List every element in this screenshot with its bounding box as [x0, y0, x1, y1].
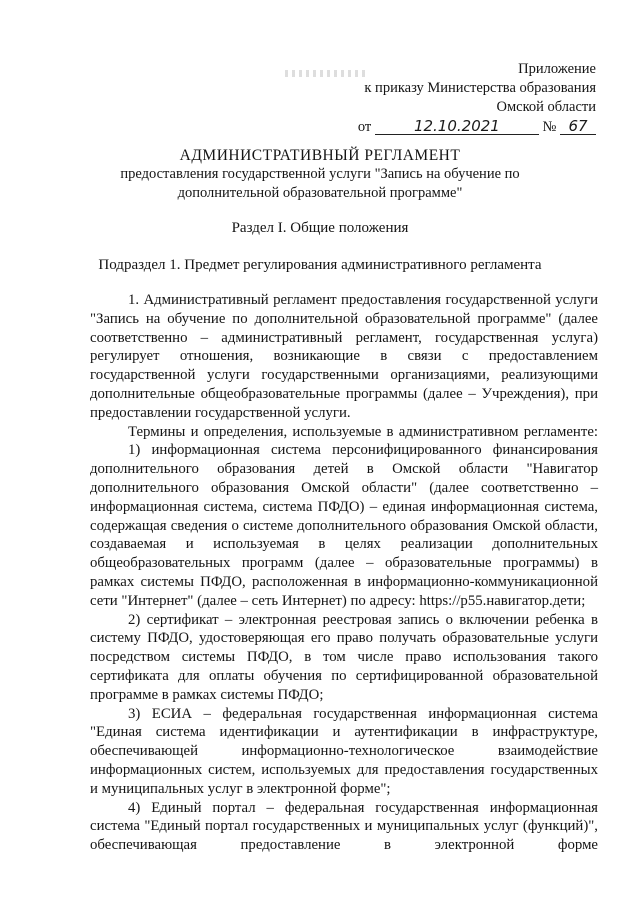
- paragraph-term-4: 4) Единый портал – федеральная государственная информационная система "Единый портал государственных и муниципальных услуг (функций)", обеспечивающая предоставление в электронной форме: [90, 799, 598, 854]
- document-subtitle-line-1: предоставления государственной услуги "Запись на обучение по: [120, 166, 520, 182]
- from-label: от: [357, 119, 372, 135]
- document-title: АДМИНИСТРАТИВНЫЙ РЕГЛАМЕНТ: [179, 147, 461, 164]
- document-body: [90, 291, 598, 855]
- paragraph-term-2: 2) сертификат – электронная реестровая запись о включении ребенка в систему ПФДО, удостоверяющая его право получать образовательные услуги посредством системы ПФДО, в том числе право использования такого сертификата для оплаты обучения по сертифицированной образовательной программе в рамках системы ПФДО;: [90, 611, 598, 703]
- appendix-label: Приложение: [518, 61, 596, 77]
- order-date: 12.10.2021: [375, 118, 539, 135]
- number-label: №: [542, 119, 557, 135]
- appendix-header: [358, 60, 596, 137]
- paragraph-terms-intro: Термины и определения, используемые в административном регламенте:: [128, 423, 598, 440]
- paragraph-term-3: 3) ЕСИА – федеральная государственная информационная система "Единая система идентификации и аутентификации в инфраструктуре, обеспечивающей информационно-технологическое взаимодействие информационных систем, используемых для предоставления государственных и муниципальных услуг в электронной форме";: [90, 705, 598, 797]
- document-subtitle-line-2: дополнительной образовательной программе": [177, 185, 463, 201]
- subsection-heading: Подраздел 1. Предмет регулирования административного регламента: [98, 257, 542, 273]
- scan-artifact: [285, 70, 365, 77]
- paragraph-term-1: 1) информационная система персонифицированного финансирования дополнительного образования детей в Омской области "Навигатор дополнительного образования Омской области" (далее соответственно – информационная система, система ПФДО) – единая информационная система, содержащая сведения о системе дополнительного образования Омской области, создаваемая и используемая в целях реализации дополнительных общеобразовательных программ (далее – образовательные программы) в рамках системы ПФДО, расположенная в информационно-коммуникационной сети "Интернет" (далее – сеть Интернет) по адресу: https://p55.навигатор.дети;: [90, 442, 598, 609]
- order-number: 67: [560, 118, 596, 135]
- paragraph-1: 1. Административный регламент предоставления государственной услуги "Запись на обучение по дополнительной образовательной программе" (далее соответственно – административный регламент, государственная услуга) регулирует отношения, возникающие в связи с предоставлением государственной услуги государственными организациями, реализующими дополнительные общеобразовательные программы (далее – Учреждения), при предоставлении государственной услуги.: [90, 292, 598, 421]
- order-reference: к приказу Министерства образования: [364, 80, 596, 96]
- section-heading: Раздел I. Общие положения: [231, 220, 409, 236]
- document-title-block: [0, 146, 640, 203]
- order-date-number-line: [358, 118, 596, 137]
- region-label: Омской области: [496, 99, 596, 115]
